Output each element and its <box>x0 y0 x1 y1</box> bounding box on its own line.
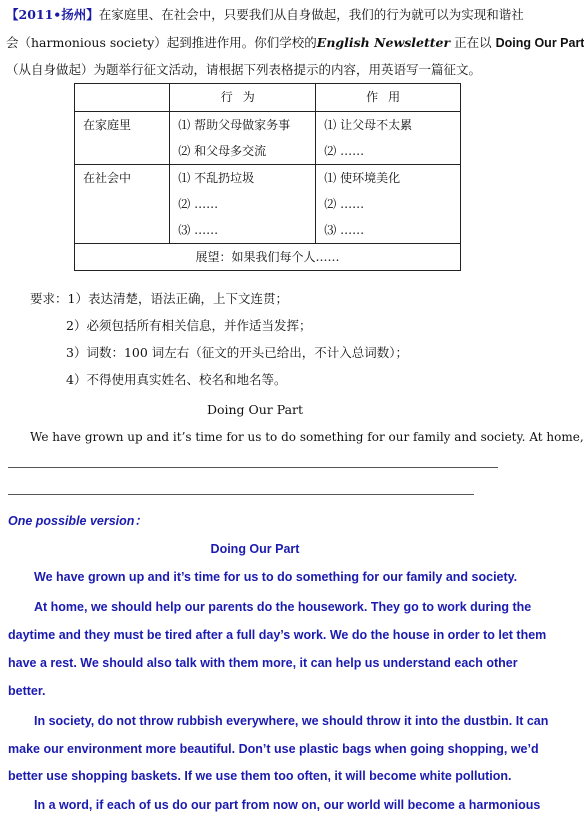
society-action-3: ⑶ …… <box>178 223 219 237</box>
row-label-home: 在家庭里 <box>75 112 170 165</box>
source-tag: 【2011•扬州】 <box>6 7 99 22</box>
table-corner-cell <box>75 84 170 112</box>
answer-p3-line-2: make our environment more beautiful. Don’t use plastic bags when going shopping, we’d <box>8 742 539 756</box>
society-action-1: ⑴ 不乱扔垃圾 <box>178 171 255 185</box>
row-label-society: 在社会中 <box>75 165 170 244</box>
newsletter-name: English Newsletter <box>316 35 451 50</box>
answer-label: One possible version： <box>8 514 147 528</box>
essay-title: Doing Our Part <box>206 402 304 417</box>
table-row-home <box>75 112 461 165</box>
table-header-row <box>75 84 461 112</box>
answer-p4-line-1: In a word, if each of us do our part from now on, our world will become a harmonious <box>34 798 541 812</box>
home-effects <box>316 112 461 165</box>
table-footer: 展望：如果我们每个人…… <box>75 244 461 271</box>
society-effect-2: ⑵ …… <box>324 197 365 211</box>
table-row-society <box>75 165 461 244</box>
prompt-text-2a: 会（harmonious society）起到推进作用。你们学校的 <box>6 35 317 50</box>
prompt-text-1: 在家庭里、在社会中，只要我们从自身做起，我们的行为就可以为实现和谐社 <box>98 7 524 22</box>
topic-title: Doing Our Part <box>495 36 584 50</box>
writing-line-2 <box>8 494 474 495</box>
home-effect-2: ⑵ …… <box>324 144 365 158</box>
society-actions <box>170 165 316 244</box>
home-effect-1: ⑴ 让父母不太累 <box>324 118 413 132</box>
writing-line-1 <box>8 467 498 468</box>
society-effect-1: ⑴ 使环境美化 <box>324 171 401 185</box>
answer-p2-line-1: At home, we should help our parents do the housework. They go to work during the <box>34 600 532 614</box>
home-action-1: ⑴ 帮助父母做家务事 <box>178 118 291 132</box>
answer-p3-line-1: In society, do not throw rubbish everywhere, we should throw it into the dustbin. It can <box>34 714 549 728</box>
requirement-4: 4）不得使用真实姓名、校名和地名等。 <box>66 372 287 387</box>
hint-table <box>74 83 461 271</box>
table-footer-row <box>75 244 461 271</box>
prompt-text-2b: 正在以 <box>454 35 492 50</box>
requirement-2: 2）必须包括所有相关信息，并作适当发挥； <box>66 318 312 333</box>
home-action-2: ⑵ 和父母多交流 <box>178 144 267 158</box>
society-action-2: ⑵ …… <box>178 197 219 211</box>
header-action: 行为 <box>170 84 316 112</box>
prompt-line-1 <box>6 6 524 24</box>
answer-p3-line-3: better use shopping baskets. If we use them too often, it will become white pollution. <box>8 769 512 783</box>
requirement-1: 要求：1）表达清楚，语法正确，上下文连贯； <box>30 291 288 306</box>
header-effect: 作用 <box>316 84 461 112</box>
prompt-line-3: （从自身做起）为题举行征文活动，请根据下列表格提示的内容，用英语写一篇征文。 <box>6 62 482 77</box>
answer-p2-line-3: have a rest. We should also talk with them more, it can help us understand each other <box>8 656 518 670</box>
home-actions <box>170 112 316 165</box>
answer-p2-line-2: daytime and they must be tired after a full day’s work. We do the house in order to let them <box>8 628 547 642</box>
society-effect-3: ⑶ …… <box>324 223 365 237</box>
society-effects <box>316 165 461 244</box>
essay-start: We have grown up and it’s time for us to do something for our family and society. At home, <box>30 430 584 444</box>
requirement-3: 3）词数：100 词左右（征文的开头已给出，不计入总词数）； <box>66 345 409 360</box>
answer-title: Doing Our Part <box>210 542 300 556</box>
answer-p1: We have grown up and it’s time for us to do something for our family and society. <box>34 570 518 584</box>
answer-p2-line-4: better. <box>8 684 46 698</box>
prompt-line-2 <box>6 34 584 52</box>
